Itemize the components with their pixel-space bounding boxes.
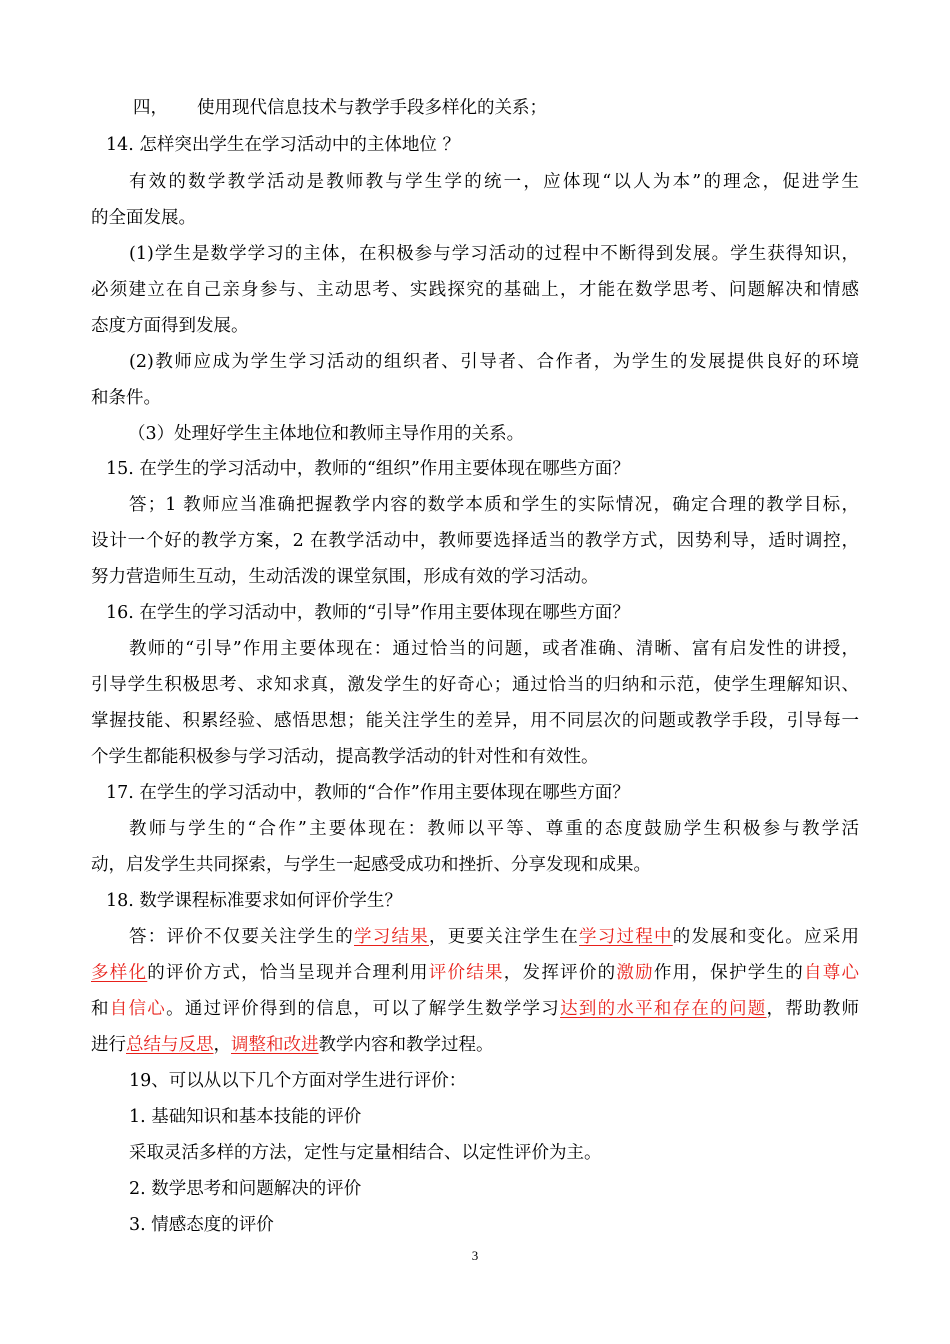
q15-title: 15. 在学生的学习活动中，教师的“组织”作用主要体现在哪些方面？ xyxy=(106,459,630,479)
q19-item-1: 1. 基础知识和基本技能的评价 xyxy=(129,1107,362,1127)
q19-item-2: 2. 数学思考和问题解决的评价 xyxy=(129,1179,362,1199)
q14-intro-line-1: 有效的数学教学活动是教师教与学生学的统一，应体现“以人为本”的理念，促进学生 xyxy=(129,172,859,192)
q18-highlight-self-esteem: 自尊心 xyxy=(804,963,860,983)
q14-title: 14. 怎样突出学生在学习活动中的主体地位 ？ xyxy=(106,135,460,155)
q18-text: 进行 xyxy=(91,1035,126,1055)
q18-text: 的发展和变化。应采用 xyxy=(672,927,859,947)
q18-answer-line-4 xyxy=(0,1033,950,1057)
q18-highlight-learning-process: 学习过程中 xyxy=(579,927,673,947)
q18-text: 。通过评价得到的信息，可以了解学生数学学习 xyxy=(166,999,561,1019)
q14-intro-line-2: 的全面发展。 xyxy=(91,208,196,228)
q17-title: 17. 在学生的学习活动中，教师的“合作”作用主要体现在哪些方面？ xyxy=(106,783,630,803)
q18-text: ， xyxy=(213,1035,231,1055)
q18-highlight-motivation: 激励 xyxy=(616,963,654,983)
q15-answer-line-1: 答；1 教师应当准确把握教学内容的数学本质和学生的实际情况，确定合理的教学目标， xyxy=(129,495,859,515)
q18-highlight-self-confidence: 自信心 xyxy=(109,999,167,1019)
item-4-label: 四， xyxy=(133,98,168,118)
q16-answer-line-1: 教师的“引导”作用主要体现在：通过恰当的问题，或者准确、清晰、富有启发性的讲授， xyxy=(129,639,859,659)
q18-text: 教学内容和教学过程。 xyxy=(318,1035,494,1055)
q16-answer-line-3: 掌握技能、积累经验、感悟思想；能关注学生的差异，用不同层次的问题或教学手段，引导每一 xyxy=(91,711,859,731)
q15-answer-line-3: 努力营造师生互动，生动活泼的课堂氛围，形成有效的学习活动。 xyxy=(91,567,599,587)
q18-highlight-level-and-problems: 达到的水平和存在的问题 xyxy=(560,999,767,1019)
item-4-text: 使用现代信息技术与教学手段多样化的关系； xyxy=(197,98,547,118)
q18-text: 答：评价不仅要关注学生的 xyxy=(129,927,354,947)
q18-text: 的评价方式，恰当呈现并合理利用 xyxy=(147,963,429,983)
q19-title: 19、可以从以下几个方面对学生进行评价： xyxy=(129,1071,467,1091)
q18-highlight-adjust-improve: 调整和改进 xyxy=(231,1035,319,1055)
q18-highlight-summary-reflection: 总结与反思 xyxy=(126,1035,214,1055)
q18-text: ，发挥评价的 xyxy=(503,963,617,983)
q14-point1-line-3: 态度方面得到发展。 xyxy=(91,316,249,336)
q18-text: 和 xyxy=(91,999,110,1019)
q15-answer-line-2: 设计一个好的教学方案，2 在教学活动中，教师要选择适当的教学方式，因势利导，适时调控， xyxy=(91,531,859,551)
q18-answer-line-2 xyxy=(91,961,859,985)
q18-highlight-diversified: 多样化 xyxy=(91,963,148,983)
q19-item-3: 3. 情感态度的评价 xyxy=(129,1215,274,1235)
q14-point2-line-2: 和条件。 xyxy=(91,388,161,408)
q18-title: 18. 数学课程标准要求如何评价学生？ xyxy=(106,891,402,911)
q18-highlight-learning-result: 学习结果 xyxy=(354,927,429,947)
q14-point2-line-1: (2)教师应成为学生学习活动的组织者、引导者、合作者，为学生的发展提供良好的环境 xyxy=(129,352,859,372)
q18-answer-line-1 xyxy=(129,925,859,949)
q18-text: ，帮助教师 xyxy=(766,999,860,1019)
q18-text: 作用，保护学生的 xyxy=(653,963,805,983)
q17-answer-line-2: 动，启发学生共同探索，与学生一起感受成功和挫折、分享发现和成果。 xyxy=(91,855,651,875)
q14-point3: （3）处理好学生主体地位和教师主导作用的关系。 xyxy=(128,424,525,444)
q18-highlight-evaluation-result: 评价结果 xyxy=(428,963,504,983)
q18-text: ，更要关注学生在 xyxy=(429,927,579,947)
q14-point1-line-1: (1)学生是数学学习的主体，在积极参与学习活动的过程中不断得到发展。学生获得知识， xyxy=(129,244,859,264)
q16-answer-line-4: 个学生都能积极参与学习活动，提高教学活动的针对性和有效性。 xyxy=(91,747,599,767)
q14-point1-line-2: 必须建立在自己亲身参与、主动思考、实践探究的基础上，才能在数学思考、问题解决和情感 xyxy=(91,280,859,300)
page-number: 3 xyxy=(471,1248,479,1263)
q19-item-1-note: 采取灵活多样的方法，定性与定量相结合、以定性评价为主。 xyxy=(129,1143,602,1163)
q16-answer-line-2: 引导学生积极思考、求知求真，激发学生的好奇心；通过恰当的归纳和示范，使学生理解知识、 xyxy=(91,675,859,695)
q16-title: 16. 在学生的学习活动中，教师的“引导”作用主要体现在哪些方面？ xyxy=(106,603,630,623)
q18-answer-line-3 xyxy=(91,997,859,1021)
q17-answer-line-1: 教师与学生的“合作”主要体现在：教师以平等、尊重的态度鼓励学生积极参与教学活 xyxy=(129,819,859,839)
